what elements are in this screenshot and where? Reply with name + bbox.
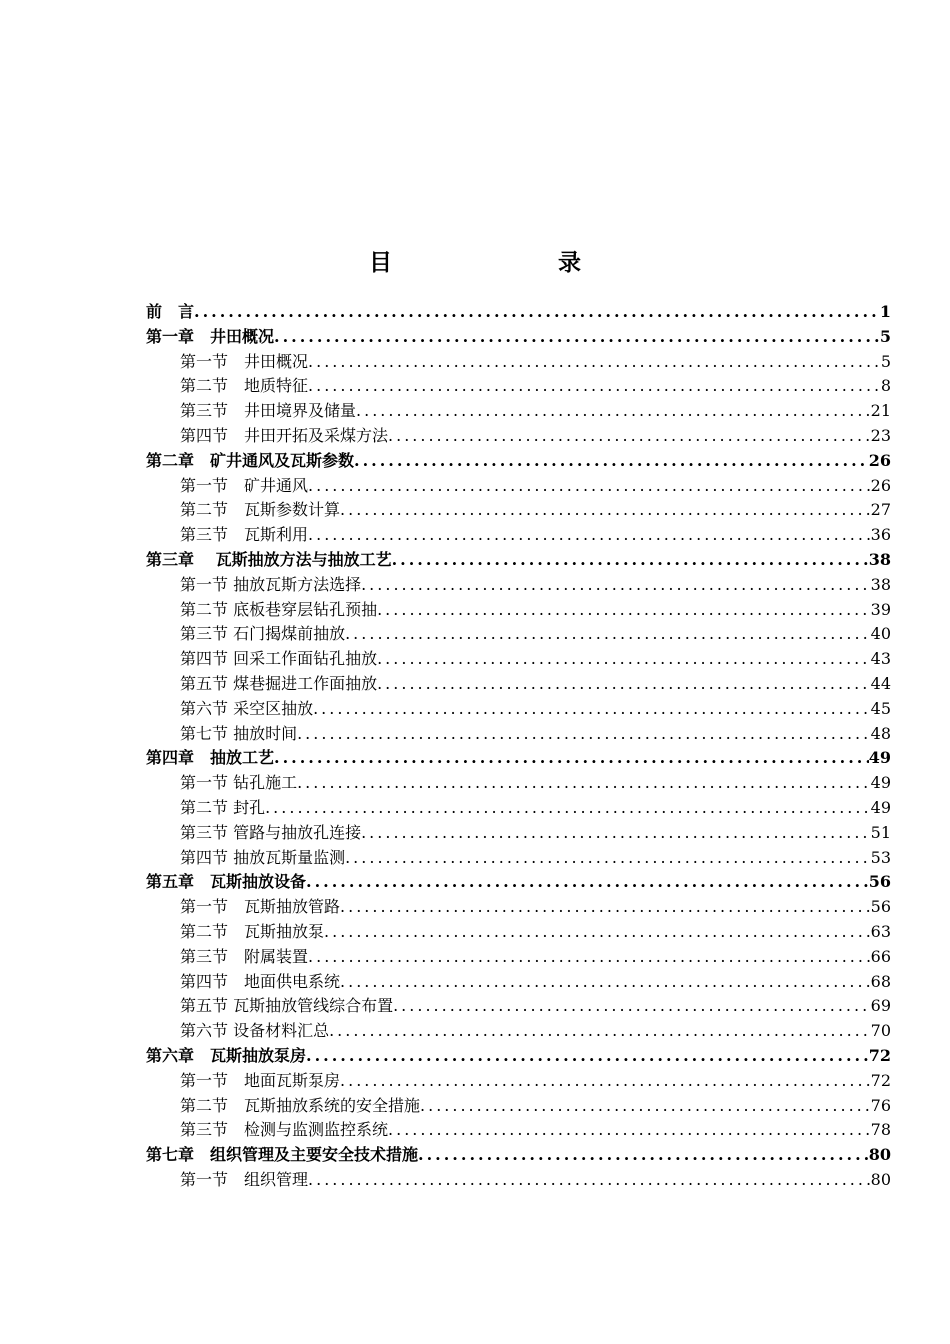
toc-entry-title: 第三节 井田境界及储量 bbox=[180, 401, 357, 421]
toc-entry-title: 第五节 瓦斯抽放管线综合布置 bbox=[180, 996, 394, 1016]
toc-page-number: 49 bbox=[870, 797, 891, 817]
toc-entry-title: 第四节 地面供电系统 bbox=[180, 971, 341, 991]
toc-section-entry[interactable] bbox=[146, 374, 891, 399]
toc-entry-title: 第四章 抽放工艺 bbox=[146, 748, 275, 768]
dot-leader bbox=[313, 697, 871, 722]
toc-entry-title: 第一节 瓦斯抽放管路 bbox=[180, 897, 341, 917]
toc-section-entry[interactable] bbox=[146, 498, 891, 523]
toc-section-entry[interactable] bbox=[146, 598, 891, 623]
dot-leader bbox=[340, 498, 871, 523]
dot-leader bbox=[340, 1069, 871, 1094]
dot-leader bbox=[274, 746, 869, 771]
toc-section-entry[interactable] bbox=[146, 920, 891, 945]
dot-leader bbox=[420, 1094, 871, 1119]
toc-entry-title: 第五节 煤巷掘进工作面抽放 bbox=[180, 673, 378, 693]
toc-entry-title: 第六章 瓦斯抽放泵房 bbox=[146, 1045, 307, 1065]
toc-page-number: 56 bbox=[868, 872, 891, 892]
toc-entry-title: 第一节 地面瓦斯泵房 bbox=[180, 1070, 341, 1090]
dot-leader bbox=[377, 598, 871, 623]
toc-entry-title: 第六节 采空区抽放 bbox=[180, 698, 314, 718]
toc-section-entry[interactable] bbox=[146, 573, 891, 598]
toc-section-entry[interactable] bbox=[146, 945, 891, 970]
toc-chapter-entry[interactable] bbox=[146, 746, 891, 771]
toc-entry-title: 第三节 附属装置 bbox=[180, 946, 309, 966]
toc-entry-title: 第三节 管路与抽放孔连接 bbox=[180, 822, 362, 842]
dot-leader bbox=[306, 870, 869, 895]
toc-chapter-entry[interactable] bbox=[146, 1044, 891, 1069]
toc-section-entry[interactable] bbox=[146, 1094, 891, 1119]
toc-page-number: 80 bbox=[868, 1145, 891, 1165]
toc-entry-title: 第二节 瓦斯抽放系统的安全措施 bbox=[180, 1095, 421, 1115]
toc-section-entry[interactable] bbox=[146, 622, 891, 647]
toc-section-entry[interactable] bbox=[146, 523, 891, 548]
dot-leader bbox=[265, 796, 871, 821]
toc-page-number: 53 bbox=[870, 847, 891, 867]
toc-chapter-entry[interactable] bbox=[146, 300, 891, 325]
toc-page-number: 26 bbox=[868, 450, 891, 470]
toc-section-entry[interactable] bbox=[146, 994, 891, 1019]
toc-section-entry[interactable] bbox=[146, 1019, 891, 1044]
toc-section-entry[interactable] bbox=[146, 1069, 891, 1094]
toc-page-number: 26 bbox=[870, 475, 891, 495]
toc-section-entry[interactable] bbox=[146, 846, 891, 871]
dot-leader bbox=[297, 771, 871, 796]
dot-leader bbox=[329, 1019, 871, 1044]
toc-entry-title: 第一节 钻孔施工 bbox=[180, 773, 298, 793]
toc-page-number: 72 bbox=[868, 1045, 891, 1065]
toc-page-number: 63 bbox=[870, 921, 891, 941]
toc-entry-title: 第一节 抽放瓦斯方法选择 bbox=[180, 574, 362, 594]
toc-page-number: 36 bbox=[870, 525, 891, 545]
toc-section-entry[interactable] bbox=[146, 474, 891, 499]
toc-page-number: 49 bbox=[868, 748, 891, 768]
toc-section-entry[interactable] bbox=[146, 796, 891, 821]
toc-page-number: 27 bbox=[870, 500, 891, 520]
dot-leader bbox=[354, 449, 869, 474]
toc-section-entry[interactable] bbox=[146, 722, 891, 747]
toc-entry-title: 第二节 封孔 bbox=[180, 797, 266, 817]
table-of-contents bbox=[146, 300, 891, 1193]
toc-page-number: 38 bbox=[868, 549, 891, 569]
toc-section-entry[interactable] bbox=[146, 970, 891, 995]
toc-entry-title: 第五章 瓦斯抽放设备 bbox=[146, 872, 307, 892]
dot-leader bbox=[361, 821, 871, 846]
toc-section-entry[interactable] bbox=[146, 647, 891, 672]
toc-page-number: 80 bbox=[870, 1169, 891, 1189]
toc-page-number: 78 bbox=[870, 1120, 891, 1140]
toc-page-number: 38 bbox=[870, 574, 891, 594]
dot-leader bbox=[377, 647, 871, 672]
toc-entry-title: 第一节 井田概况 bbox=[180, 351, 309, 371]
toc-page-number: 48 bbox=[870, 723, 891, 743]
toc-title: 目 录 bbox=[369, 249, 621, 276]
dot-leader bbox=[297, 722, 871, 747]
dot-leader bbox=[392, 548, 869, 573]
toc-entry-title: 第二章 矿井通风及瓦斯参数 bbox=[146, 450, 355, 470]
toc-section-entry[interactable] bbox=[146, 771, 891, 796]
toc-entry-title: 第四节 井田开拓及采煤方法 bbox=[180, 425, 389, 445]
dot-leader bbox=[356, 399, 871, 424]
dot-leader bbox=[308, 474, 871, 499]
toc-chapter-entry[interactable] bbox=[146, 325, 891, 350]
dot-leader bbox=[306, 1044, 869, 1069]
toc-page-number: 72 bbox=[870, 1070, 891, 1090]
toc-entry-title: 第三章 瓦斯抽放方法与抽放工艺 bbox=[146, 549, 392, 569]
toc-entry-title: 第四节 抽放瓦斯量监测 bbox=[180, 847, 346, 867]
toc-page-number: 76 bbox=[870, 1095, 891, 1115]
toc-entry-title: 第四节 回采工作面钻孔抽放 bbox=[180, 649, 378, 669]
toc-page-number: 5 bbox=[880, 351, 891, 371]
dot-leader bbox=[274, 325, 880, 350]
toc-entry-title: 第二节 地质特征 bbox=[180, 376, 309, 396]
toc-entry-title: 第二节 瓦斯参数计算 bbox=[180, 500, 341, 520]
toc-section-entry[interactable] bbox=[146, 350, 891, 375]
dot-leader bbox=[361, 573, 871, 598]
toc-page-number: 45 bbox=[870, 698, 891, 718]
toc-page-number: 68 bbox=[870, 971, 891, 991]
toc-entry-title: 第七节 抽放时间 bbox=[180, 723, 298, 743]
toc-page-number: 23 bbox=[870, 425, 891, 445]
dot-leader bbox=[345, 846, 871, 871]
toc-section-entry[interactable] bbox=[146, 697, 891, 722]
dot-leader bbox=[194, 300, 880, 325]
toc-page-number: 21 bbox=[870, 401, 891, 421]
toc-entry-title: 第一节 矿井通风 bbox=[180, 475, 309, 495]
toc-entry-title: 第三节 石门揭煤前抽放 bbox=[180, 624, 346, 644]
dot-leader bbox=[377, 672, 871, 697]
dot-leader bbox=[388, 424, 871, 449]
toc-page-number: 39 bbox=[870, 599, 891, 619]
toc-page-number: 5 bbox=[879, 326, 891, 346]
toc-section-entry[interactable] bbox=[146, 1118, 891, 1143]
dot-leader bbox=[308, 1168, 871, 1193]
dot-leader bbox=[324, 920, 871, 945]
toc-entry-title: 第二节 瓦斯抽放泵 bbox=[180, 921, 325, 941]
toc-page-number: 44 bbox=[870, 673, 891, 693]
toc-chapter-entry[interactable] bbox=[146, 1143, 891, 1168]
toc-page-number: 40 bbox=[870, 624, 891, 644]
toc-section-entry[interactable] bbox=[146, 672, 891, 697]
dot-leader bbox=[388, 1118, 871, 1143]
toc-page-number: 8 bbox=[880, 376, 891, 396]
toc-entry-title: 第一章 井田概况 bbox=[146, 326, 275, 346]
dot-leader bbox=[345, 622, 871, 647]
toc-chapter-entry[interactable] bbox=[146, 870, 891, 895]
toc-page-number: 49 bbox=[870, 773, 891, 793]
dot-leader bbox=[340, 970, 871, 995]
dot-leader bbox=[393, 994, 871, 1019]
toc-entry-title: 前 言 bbox=[146, 302, 195, 321]
toc-entry-title: 第一节 组织管理 bbox=[180, 1169, 309, 1189]
toc-chapter-entry[interactable] bbox=[146, 548, 891, 573]
toc-page-number: 70 bbox=[870, 1021, 891, 1041]
toc-entry-title: 第三节 检测与监测监控系统 bbox=[180, 1120, 389, 1140]
toc-page-number: 51 bbox=[870, 822, 891, 842]
dot-leader bbox=[340, 895, 871, 920]
toc-page-number: 56 bbox=[870, 897, 891, 917]
toc-entry-title: 第三节 瓦斯利用 bbox=[180, 525, 309, 545]
toc-page-number: 66 bbox=[870, 946, 891, 966]
toc-entry-title: 第二节 底板巷穿层钻孔预抽 bbox=[180, 599, 378, 619]
dot-leader bbox=[308, 945, 871, 970]
dot-leader bbox=[308, 350, 881, 375]
toc-section-entry[interactable] bbox=[146, 424, 891, 449]
toc-section-entry[interactable] bbox=[146, 1168, 891, 1193]
dot-leader bbox=[418, 1143, 869, 1168]
dot-leader bbox=[308, 523, 871, 548]
toc-entry-title: 第六节 设备材料汇总 bbox=[180, 1021, 330, 1041]
toc-page-number: 1 bbox=[879, 302, 891, 321]
dot-leader bbox=[308, 374, 881, 399]
toc-page-number: 69 bbox=[870, 996, 891, 1016]
toc-entry-title: 第七章 组织管理及主要安全技术措施 bbox=[146, 1145, 419, 1165]
toc-chapter-entry[interactable] bbox=[146, 449, 891, 474]
toc-section-entry[interactable] bbox=[146, 821, 891, 846]
toc-page-number: 43 bbox=[870, 649, 891, 669]
toc-section-entry[interactable] bbox=[146, 895, 891, 920]
toc-section-entry[interactable] bbox=[146, 399, 891, 424]
